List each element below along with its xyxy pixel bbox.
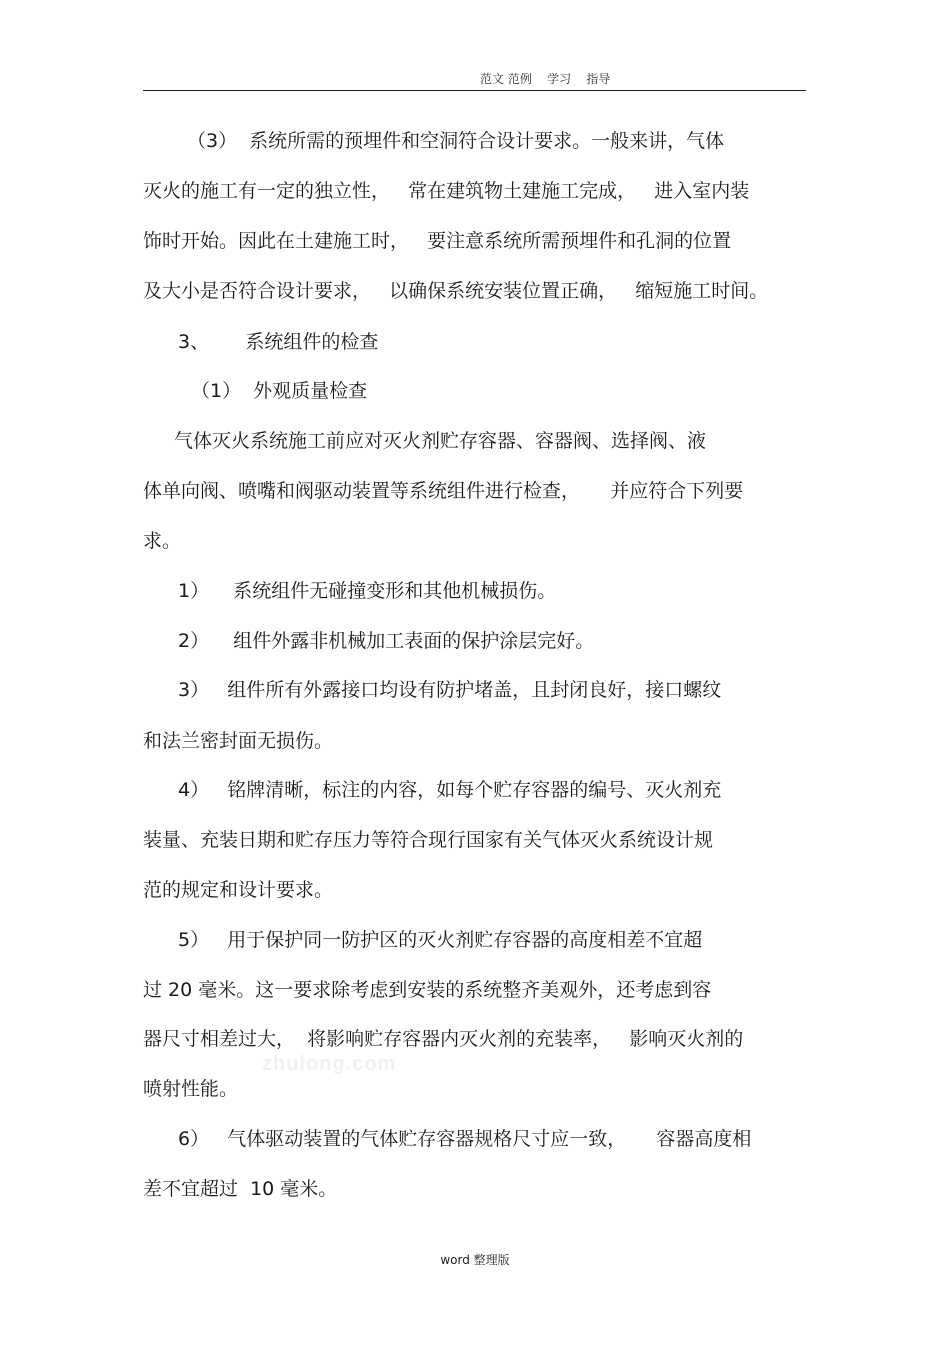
paragraph-line: 和法兰密封面无损伤。	[143, 730, 334, 752]
page-footer: word 整理版	[440, 1253, 510, 1267]
list-item: 3） 组件所有外露接口均设有防护堵盖，且封闭良好，接口螺纹	[178, 679, 722, 701]
list-item: 6） 气体驱动装置的气体贮存容器规格尺寸应一致， 容器高度相	[178, 1128, 752, 1150]
paragraph-line: 喷射性能。	[143, 1078, 239, 1100]
paragraph-line: 差不宜超过 10 毫米。	[143, 1178, 338, 1200]
list-item: 5） 用于保护同一防护区的灭火剂贮存容器的高度相差不宜超	[178, 929, 703, 951]
paragraph-line: 器尺寸相差过大， 将影响贮存容器内灭火剂的充装率， 影响灭火剂的	[143, 1028, 744, 1050]
header-rule	[143, 90, 806, 91]
list-item: 4） 铭牌清晰，标注的内容，如每个贮存容器的编号、灭火剂充	[178, 779, 722, 801]
paragraph-line: 灭火的施工有一定的独立性， 常在建筑物土建施工完成， 进入室内装	[143, 180, 750, 202]
paragraph-line: 及大小是否符合设计要求， 以确保系统安装位置正确， 缩短施工时间。	[143, 280, 769, 302]
paragraph-line: 饰时开始。因此在土建施工时， 要注意系统所需预埋件和孔洞的位置	[143, 230, 732, 252]
paragraph-line: 求。	[143, 530, 182, 552]
paragraph-line: 过 20 毫米。这一要求除考虑到安装的系统整齐美观外，还考虑到容	[143, 979, 712, 1001]
paragraph-line: 装量、充装日期和贮存压力等符合现行国家有关气体灭火系统设计规	[143, 829, 714, 851]
subsection-heading: （1） 外观质量检查	[191, 380, 368, 402]
paragraph-line: 范的规定和设计要求。	[143, 879, 334, 901]
watermark: zhulong.com	[262, 1053, 397, 1075]
paragraph-line: （3） 系统所需的预埋件和空洞符合设计要求。一般来讲，气体	[187, 130, 725, 152]
section-heading: 3、 系统组件的检查	[178, 331, 379, 353]
list-item: 2） 组件外露非机械加工表面的保护涂层完好。	[178, 630, 595, 652]
paragraph-line: 气体灭火系统施工前应对灭火剂贮存容器、容器阀、选择阀、液	[174, 430, 707, 452]
list-item: 1） 系统组件无碰撞变形和其他机械损伤。	[178, 580, 557, 602]
header-text: 范文 范例 学习 指导	[480, 72, 611, 86]
paragraph-line: 体单向阀、喷嘴和阀驱动装置等系统组件进行检查， 并应符合下列要	[143, 480, 744, 502]
